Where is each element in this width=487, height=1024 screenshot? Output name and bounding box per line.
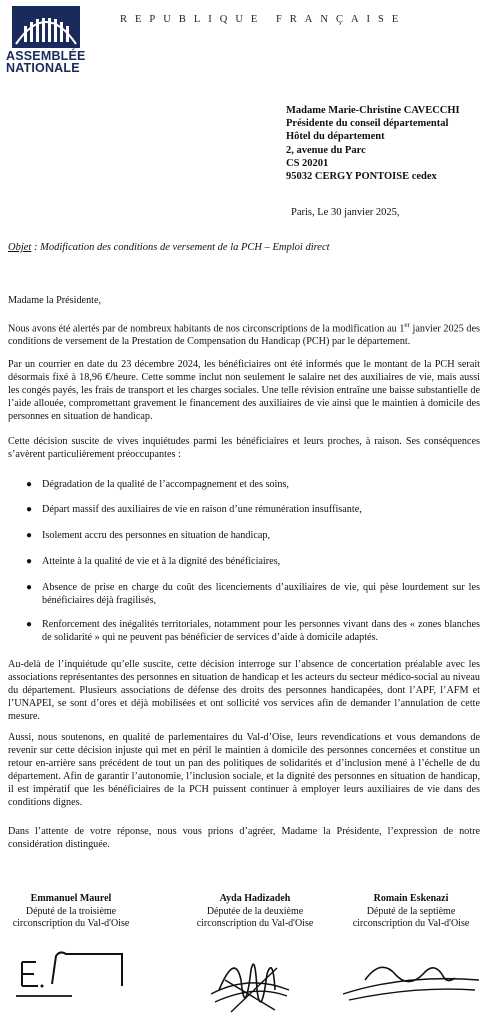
bullet-text: Renforcement des inégalités territoriales, notamment pour les personnes vivant dans des « zones blanches de solidarité » qui ne peuvent pas bénéficier de services d’aide à domicile adaptés. [42,619,480,644]
recipient-name: Madame Marie-Christine CAVECCHI [286,105,460,116]
republique-francaise-heading: REPUBLIQUE FRANÇAISE [120,14,407,25]
paragraph-closing: Dans l’attente de votre réponse, nous vous prions d’agréer, Madame la Présidente, l’expression de notre considération distinguée. [8,826,480,851]
recipient-building: Hôtel du département [286,131,385,143]
signatory-circ: circonscription du Val-d'Oise [196,918,314,930]
signature-emmanuel-maurel [12,948,142,1008]
bullet-text: Absence de prise en charge du coût des licenciements d’auxiliaires de vie, qui pèse lourdement sur les bénéficiaires déjà fragilisés, [42,582,480,607]
paragraph-1: Nous avons été alertés par de nombreux habitants de nos circonscriptions de la modification au 1er janvier 2025 des conditions de versement de la Prestation de Compensation du Handicap (PCH) par le département. [8,321,480,348]
signatory-role: Députée de la deuxième [206,905,304,917]
logo-line-1: ASSEMBLÉE [6,49,86,63]
bullet-item: ● Absence de prise en charge du coût des licenciements d’auxiliaires de vie, qui pèse lourdement sur les bénéficiaires déjà fragilisés, [26,582,480,607]
signatory-role: Député de la troisième [25,905,117,917]
bullet-item: ● Atteinte à la qualité de vie et à la dignité des bénéficiaires, [26,555,480,568]
signatory-circ: circonscription du Val-d'Oise [12,918,130,930]
signatory-name: Romain Eskenazi [373,893,449,904]
signatory-name: Emmanuel Maurel [30,893,112,904]
signatory-role: Député de la septième [366,905,456,917]
bullet-item: ● Renforcement des inégalités territoriales, notamment pour les personnes vivant dans des « zones blanches de solidarité » qui ne peuvent pas bénéficier de services d’aide à domicile adaptés. [26,619,480,644]
bullet-item: ● Dégradation de la qualité de l’accompagnement et des soins, [26,478,480,491]
recipient-cs: CS 20201 [286,157,329,169]
subject-text: : Modification des conditions de versement de la PCH – Emploi direct [31,242,330,253]
recipient-address [286,104,460,183]
signatory-3 [336,893,486,931]
assemblee-nationale-logo [6,6,90,74]
recipient-title: Présidente du conseil départemental [286,118,449,130]
bullet-text: Isolement accru des personnes en situation de handicap, [42,530,271,541]
recipient-city: 95032 CERGY PONTOISE cedex [286,171,437,183]
bullet-text: Départ massif des auxiliaires de vie en raison d’une rémunération insuffisante, [42,504,362,515]
paragraph-4: Au-delà de l’inquiétude qu’elle suscite, cette décision interroge sur l’absence de concertation préalable avec les associations représentantes des personnes en situation de handicap et les acteurs du secteur médico-social au niveau du département. Plusieurs associations de défense des droits des personnes handicapées, dont l’APF, l’AFM et l’UNAPEI, se sont d’ores et déjà mobilisées et ont sollicité vos services afin de demander l’annulation de cette mesure. [8,659,480,723]
signatory-name: Ayda Hadizadeh [219,893,291,904]
place-date: Paris, Le 30 janvier 2025, [291,207,400,218]
logo-line-2: NATIONALE [6,61,80,75]
subject-line [8,242,330,253]
signatory-circ: circonscription du Val-d'Oise [352,918,470,930]
paragraph-2: Par un courrier en date du 23 décembre 2024, les bénéficiaires ont été informés que le montant de la PCH serait désormais fixé à 18,96 €/heure. Cette somme inclut non seulement le salaire net des auxiliaires de vie, mais aussi les congés payés, les frais de transport et les charges sociales. Une telle révision entraîne une baisse substantielle de l’aide allouée, compromettant gravement le financement des auxiliaires de vie ainsi que le maintien à domicile des personnes en situation de handicap. [8,359,480,423]
recipient-street: 2, avenue du Parc [286,144,366,156]
signatory-2 [180,893,330,931]
bullet-item: ● Départ massif des auxiliaires de vie en raison d’une rémunération insuffisante, [26,503,480,516]
subject-label: Objet [8,242,32,253]
signature-ayda-hadizadeh [205,950,295,1022]
hemicycle-icon [12,6,80,48]
bullet-text: Dégradation de la qualité de l’accompagnement et des soins, [42,479,289,490]
bullet-item: ● Isolement accru des personnes en situation de handicap, [26,529,480,542]
paragraph-3: Cette décision suscite de vives inquiétudes parmi les bénéficiaires et leurs proches, à raison. Ses conséquences s’avèrent particulièrement préoccupantes : [8,436,480,461]
paragraph-5: Aussi, nous soutenons, en qualité de parlementaires du Val-d’Oise, leurs revendications et vous demandons de revenir sur cette décision injuste qui met en péril le maintien à domicile des personnes concernées et constitue un retour en-arrière sans précédent de tout un pan des politiques de solidarités et d’inclusion mené à l’échelle de du département. Afin de garantir l’autonomie, l’inclusion sociale, et la dignité des personnes en situation de handicap, il est impératif que les bénéficiaires de la PCH puissent continuer à employer leurs auxiliaires de vie dans des conditions dignes. [8,732,480,809]
signature-romain-eskenazi [335,950,485,1010]
salutation: Madame la Présidente, [8,295,102,306]
signatory-1 [0,893,146,931]
bullet-text: Atteinte à la qualité de vie et à la dignité des bénéficiaires, [42,556,281,567]
